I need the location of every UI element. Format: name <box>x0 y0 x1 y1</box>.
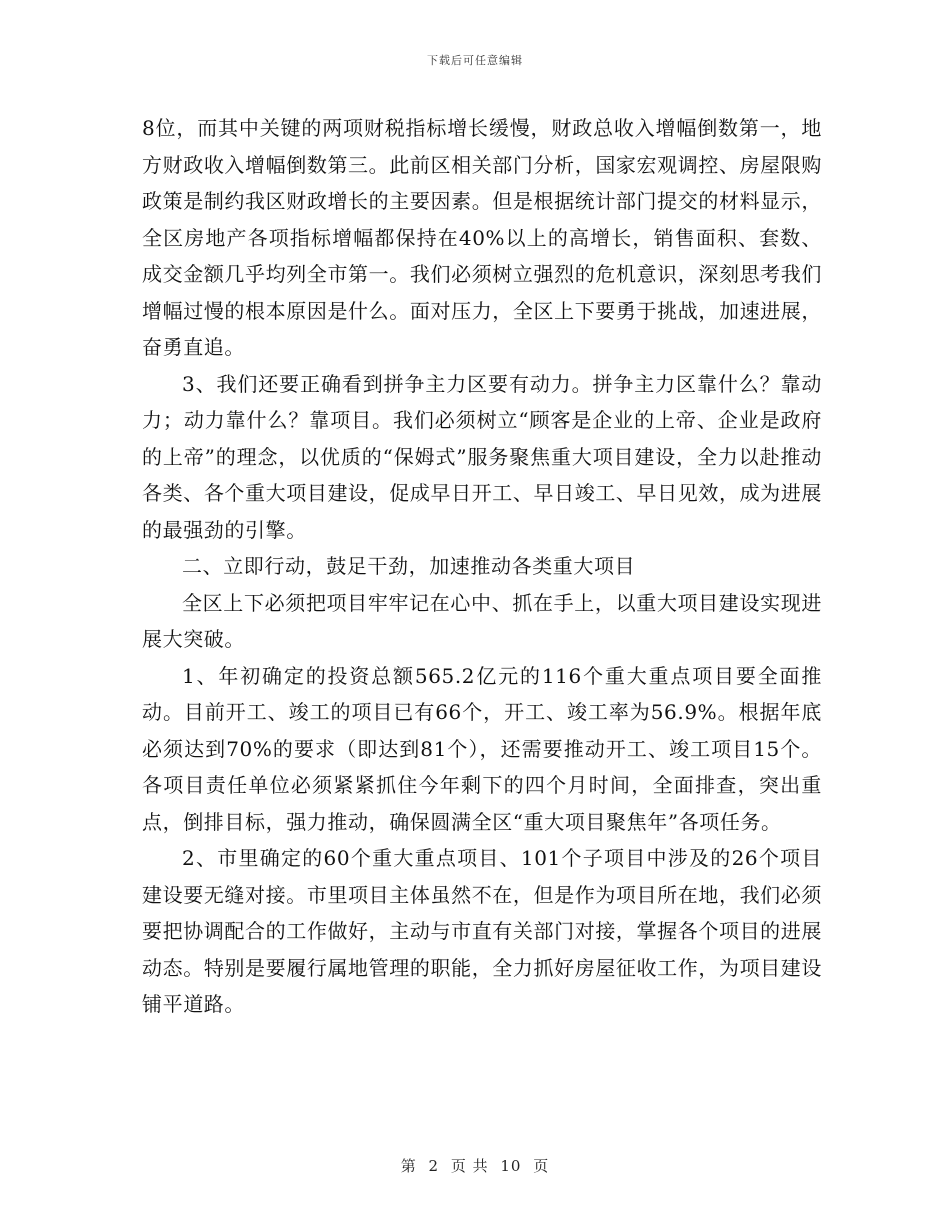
page-header: 下载后可任意编辑 <box>427 54 523 67</box>
page-number: 2 <box>428 1157 440 1175</box>
footer-middle: 页 共 <box>450 1157 489 1175</box>
page-footer <box>0 1155 950 1176</box>
paragraph-2: 3、我们还要正确看到拼争主力区要有动力。拼争主力区靠什么？靠动力；动力靠什么？靠项目。我们必须树立“顾客是企业的上帝、企业是政府的上帝”的理念，以优质的“保姆式”服务聚焦重大项目建设，全力以赴推动各类、各个重大项目建设，促成早日开工、早日竣工、早日见效，成为进展的最强劲的引擎。 <box>142 371 822 542</box>
paragraph-3: 全区上下必须把项目牢牢记在心中、抓在手上，以重大项目建设实现进展大突破。 <box>142 590 822 651</box>
paragraph-4: 1、年初确定的投资总额565.2亿元的116个重大重点项目要全面推动。目前开工、竣工的项目已有66个，开工、竣工率为56.9%。根据年底必须达到70%的要求（即达到81个），还需要推动开工、竣工项目15个。各项目责任单位必须紧紧抓住今年剩下的四个月时间，全面排查，突出重点，倒排目标，强力推动，确保圆满全区“重大项目聚焦年”各项任务。 <box>142 663 822 834</box>
paragraph-5: 2、市里确定的60个重大重点项目、101个子项目中涉及的26个项目建设要无缝对接。市里项目主体虽然不在，但是作为项目所在地，我们必须要把协调配合的工作做好，主动与市直有关部门对接，掌握各个项目的进展动态。特别是要履行属地管理的职能，全力抓好房屋征收工作，为项目建设铺平道路。 <box>142 846 822 1016</box>
footer-prefix: 第 <box>400 1157 417 1175</box>
total-pages: 10 <box>500 1157 522 1175</box>
paragraph-1: 8位，而其中关键的两项财税指标增长缓慢，财政总收入增幅倒数第一，地方财政收入增幅倒数第三。此前区相关部门分析，国家宏观调控、房屋限购政策是制约我区财政增长的主要因素。但是根据统计部门提交的材料显示，全区房地产各项指标增幅都保持在40%以上的高增长，销售面积、套数、成交金额几乎均列全市第一。我们必须树立强烈的危机意识，深刻思考我们增幅过慢的根本原因是什么。面对压力，全区上下要勇于挑战，加速进展，奋勇直追。 <box>142 116 822 359</box>
footer-suffix: 页 <box>533 1157 550 1175</box>
document-body <box>142 110 822 1023</box>
section-heading: 二、立即行动，鼓足干劲，加速推动各类重大项目 <box>182 554 636 578</box>
